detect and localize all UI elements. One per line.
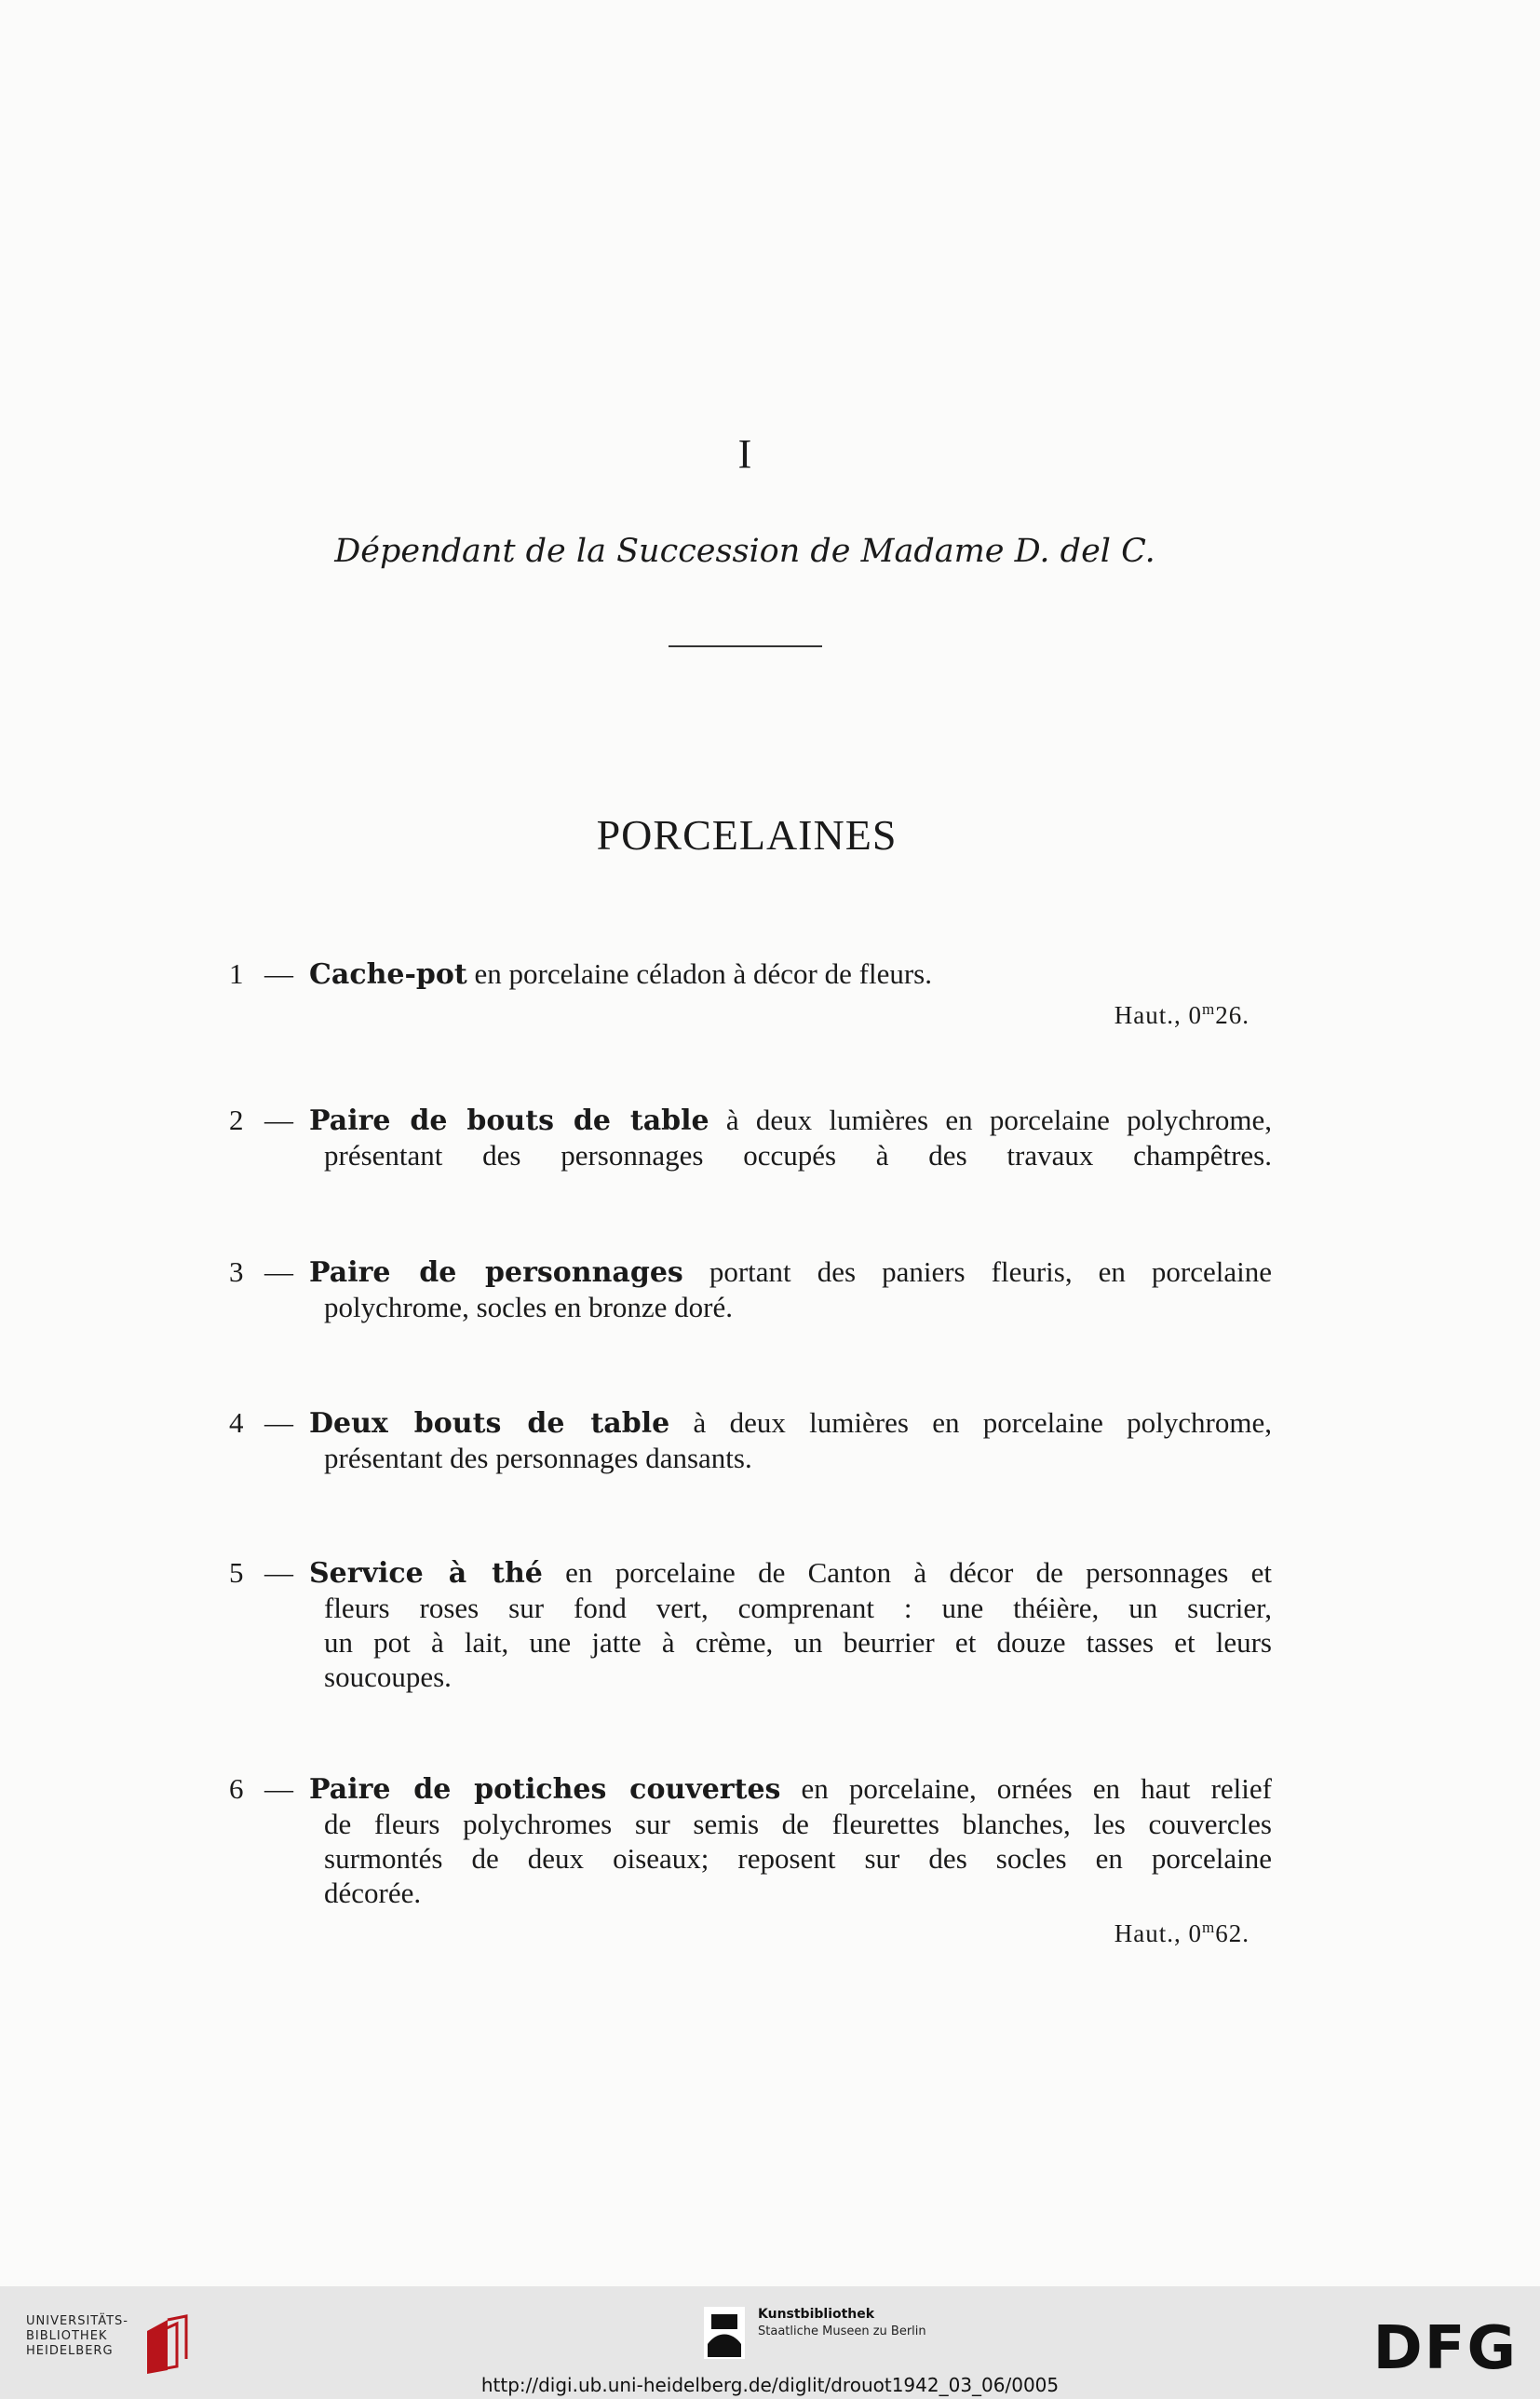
permalink-url[interactable]: http://digi.ub.uni-heidelberg.de/diglit/drouot1942_03_06/0005 [480, 2374, 1060, 2396]
lot-dash: — [264, 1556, 293, 1589]
library-emblem-icon [140, 2312, 196, 2378]
lot-number: 2 [229, 1104, 244, 1136]
lot-line [229, 1103, 1272, 1138]
lot-title: Deux bouts de table [309, 1407, 670, 1440]
lot-dash: — [264, 957, 293, 990]
lot-number: 5 [229, 1556, 244, 1589]
lot-line [229, 956, 1272, 992]
lot-line: un pot à lait, une jatte à crème, un beurrier et douze tasses et leurs [324, 1626, 1272, 1659]
lot-text: en porcelaine, ornées en haut relief [780, 1772, 1272, 1805]
divider-rule [669, 645, 822, 647]
lot-entry [229, 1771, 1272, 1951]
lot-line: fleurs roses sur fond vert, comprenant : une théière, un sucrier, [324, 1592, 1272, 1624]
dfg-logo[interactable]: DFG [1372, 2314, 1518, 2383]
lot-title: Cache-pot [309, 958, 467, 991]
lot-dimension: Haut., 0$^m$62. [1114, 1918, 1250, 1947]
lot-line: présentant des personnages occupés à des travaux champêtres. [324, 1139, 1272, 1172]
lot-title: Paire de personnages [309, 1256, 683, 1289]
kunstbibliothek-logo[interactable] [704, 2307, 926, 2359]
lot-line: présentant des personnages dansants. [324, 1442, 752, 1474]
lot-dash: — [264, 1772, 293, 1805]
lot-line: décorée. [324, 1877, 422, 1909]
footer-bar [0, 2286, 1540, 2399]
lot-line: de fleurs polychromes sur semis de fleurettes blanches, les couvercles [324, 1808, 1272, 1840]
lot-number: 1 [229, 957, 244, 990]
lot-line [229, 1405, 1272, 1441]
lot-line: surmontés de deux oiseaux; reposent sur des socles en porcelaine [324, 1842, 1272, 1875]
lot-title: Paire de potiches couvertes [309, 1773, 781, 1806]
library-name-line: HEIDELBERG [26, 2344, 114, 2358]
lot-text: à deux lumières en porcelaine polychrome, [669, 1406, 1272, 1439]
lot-number: 3 [229, 1255, 244, 1288]
lot-line [229, 1771, 1272, 1807]
page-heading: PORCELAINES [596, 811, 898, 859]
library-name-line: UNIVERSITÄTS- [26, 2314, 128, 2328]
lot-title: Paire de bouts de table [309, 1105, 709, 1137]
lot-title: Service à thé [309, 1557, 543, 1590]
kunstbibliothek-emblem-icon [704, 2307, 745, 2359]
kunstbibliothek-subtitle: Staatliche Museen zu Berlin [758, 2324, 926, 2338]
lot-text: à deux lumières en porcelaine polychrome, [709, 1104, 1272, 1136]
lot-entry [229, 1555, 1272, 1694]
lot-dash: — [264, 1255, 293, 1288]
lot-dimension: Haut., 0$^m$26. [1114, 1000, 1250, 1029]
lot-entry [229, 1254, 1272, 1324]
lot-line: polychrome, socles en bronze doré. [324, 1291, 734, 1323]
lot-text: portant des paniers fleuris, en porcelaine [682, 1255, 1272, 1288]
university-library-logo[interactable] [26, 2314, 128, 2359]
lot-text: en porcelaine de Canton à décor de personnages et [542, 1556, 1272, 1589]
lot-entry [229, 956, 1272, 1033]
lot-entry [229, 1103, 1272, 1172]
lot-entry [229, 1405, 1272, 1475]
section-numeral: I [737, 431, 752, 477]
library-name-line: BIBLIOTHEK [26, 2329, 108, 2343]
lot-text: en porcelaine céladon à décor de fleurs. [466, 957, 932, 990]
lot-line: soucoupes. [324, 1660, 452, 1693]
lot-line [229, 1555, 1272, 1591]
lot-number: 4 [229, 1406, 244, 1439]
kunstbibliothek-title: Kunstbibliothek [758, 2307, 875, 2322]
lot-dash: — [264, 1104, 293, 1136]
lot-dash: — [264, 1406, 293, 1439]
lot-line [229, 1254, 1272, 1290]
lot-number: 6 [229, 1772, 244, 1805]
section-subtitle: Dépendant de la Succession de Madame D. del C. [334, 533, 1155, 570]
